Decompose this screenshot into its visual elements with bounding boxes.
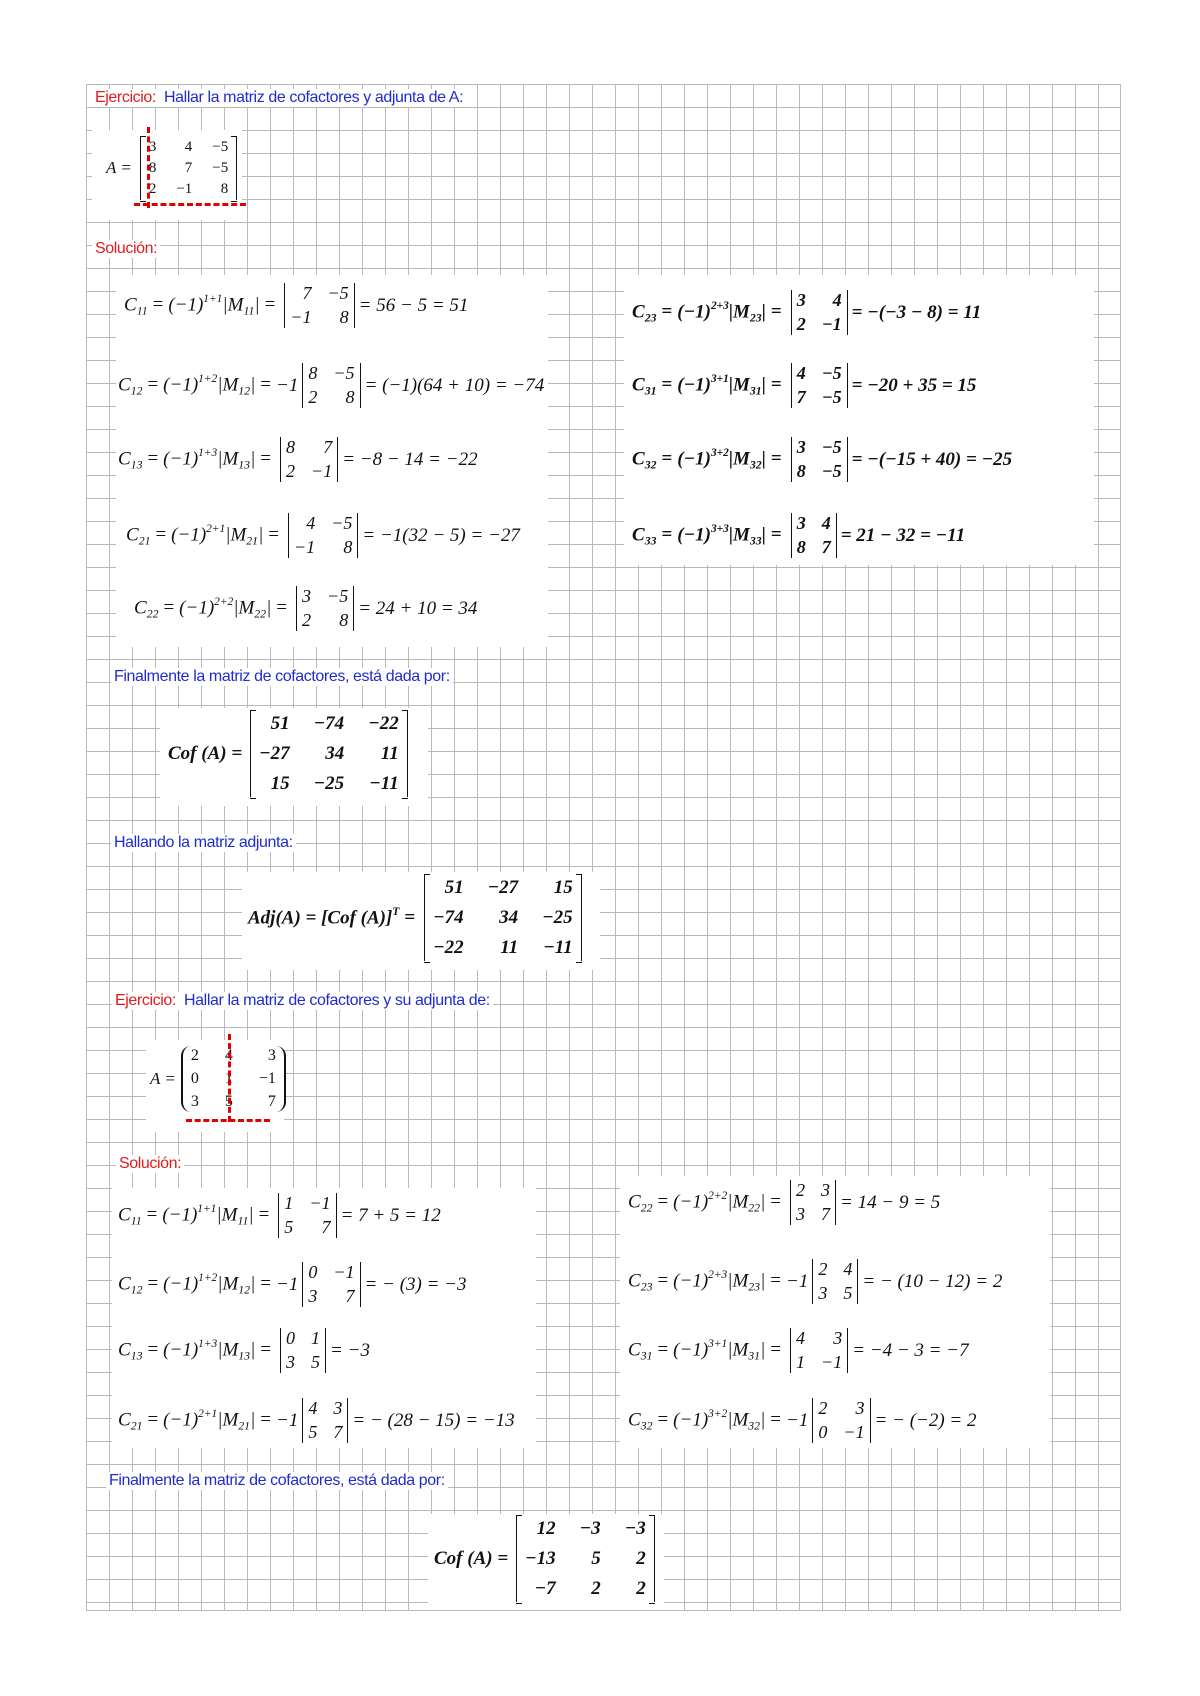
cofactor-lhs: $C_{21} = (-1)^{2+1}|M_{21}|$ =: [126, 522, 280, 548]
cofactor-result: = 24 + 10 = 34: [358, 597, 478, 619]
exercise-2-solution-label: Solución:: [116, 1155, 184, 1173]
determinant-entry: 3: [821, 1180, 831, 1200]
determinant-entry: 1: [796, 1351, 806, 1372]
determinant-entry: 8: [308, 363, 318, 383]
minor-determinant: [812, 1398, 870, 1443]
cof-2-cell-33: 2: [636, 1577, 646, 1599]
cofactor-result: = − (3) = −3: [364, 1273, 467, 1295]
matrix-name: A =: [106, 158, 132, 178]
matrix-a-1-cell-22: 7: [184, 159, 193, 176]
determinant-entry: 3: [855, 1398, 865, 1418]
matrix-a-2-cell-21: 0: [190, 1069, 199, 1087]
determinant-entry: 7: [345, 1285, 355, 1306]
minor-determinant: [278, 1193, 336, 1238]
cofactor-lhs: $C_{11} = (-1)^{1+1}|M_{11}|$ =: [124, 292, 276, 318]
determinant-entry: 7: [821, 536, 831, 557]
matrix-a-1-cell-31: 2: [148, 180, 157, 197]
minor-determinant: [790, 1328, 848, 1373]
determinant-entry: 2: [796, 313, 806, 334]
cofactor-result: = 14 − 9 = 5: [840, 1191, 941, 1213]
matrix-a-1-cell-23: −5: [212, 159, 229, 176]
cofactor-result: = −4 − 3 = −7: [852, 1339, 969, 1361]
determinant-entry: −5: [821, 437, 842, 457]
adj-1-cell-21: −74: [433, 906, 464, 928]
row-highlight-vertical-2: [228, 1034, 231, 1122]
determinant-entry: −1: [290, 306, 312, 327]
minor-determinant: [791, 363, 848, 408]
cofactor-lhs: $C_{13} = (-1)^{1+3}|M_{13}|$ =: [118, 446, 272, 472]
adj-matrix-values: [424, 874, 582, 961]
minor-determinant: [280, 1328, 326, 1373]
determinant-entry: −5: [821, 386, 842, 407]
matrix-a-2-cell-31: 3: [190, 1092, 199, 1110]
exercise-1-header: [92, 89, 466, 107]
cofactor-sign: −1: [786, 1409, 809, 1431]
determinant-entry: 8: [339, 306, 349, 327]
determinant-entry: 1: [284, 1193, 294, 1213]
determinant-entry: −5: [821, 460, 842, 481]
cofactor-c21: [126, 513, 520, 558]
determinant-entry: 3: [796, 1203, 806, 1224]
determinant-entry: −1: [294, 536, 316, 557]
exercise-1-label: Ejercicio:: [95, 89, 156, 106]
cofactor-result: = 56 − 5 = 51: [358, 294, 469, 316]
cof-2-cell-21: −13: [525, 1547, 556, 1569]
cofactor-result: = − (10 − 12) = 2: [862, 1270, 1003, 1292]
cofactor-c13: [118, 1328, 370, 1373]
adj-1-cell-13: 15: [553, 877, 573, 898]
row-highlight-horizontal-2: [186, 1119, 270, 1122]
adj-matrix-1: [248, 874, 586, 961]
determinant-entry: 3: [796, 290, 806, 310]
determinant-entry: 4: [832, 290, 842, 310]
cof-1-cell-22: 34: [325, 742, 345, 764]
adj-1-cell-22: 34: [499, 906, 519, 928]
determinant-entry: −5: [327, 283, 349, 303]
adj-1-cell-32: 11: [500, 936, 519, 958]
cofactor-sign: −1: [276, 1409, 299, 1431]
exercise-2-final-text: Finalmente la matriz de cofactores, está dada por:: [106, 1472, 448, 1490]
matrix-a-1-cell-11: 3: [148, 139, 157, 155]
cofactor-lhs: $C_{32} = (-1)^{3+2}|M_{32}|$ =: [632, 446, 782, 472]
cof-matrix-values-2: [516, 1515, 655, 1602]
determinant-entry: −1: [821, 1351, 843, 1372]
cof-label: Cof (A) =: [168, 742, 243, 764]
determinant-entry: 4: [308, 1398, 318, 1418]
cofactor-lhs: $C_{23} = (-1)^{2+3}|M_{23}|$ =: [628, 1268, 782, 1294]
row-highlight-horizontal: [134, 203, 246, 206]
determinant-entry: 4: [306, 513, 316, 533]
cofactor-lhs: $C_{22} = (-1)^{2+2}|M_{22}|$ =: [134, 595, 288, 621]
determinant-entry: 7: [302, 283, 312, 303]
determinant-entry: 8: [345, 386, 355, 407]
matrix-a-2-cell-22: 1: [224, 1069, 233, 1087]
cofactor-lhs: $C_{12} = (-1)^{1+2}|M_{12}|$ =: [118, 1271, 272, 1297]
determinant-entry: −5: [327, 586, 349, 606]
determinant-entry: 2: [302, 609, 312, 630]
cof-matrix-1: [168, 710, 412, 797]
determinant-entry: 7: [821, 1203, 831, 1224]
determinant-entry: 2: [796, 1180, 806, 1200]
cof-2-cell-11: 12: [536, 1518, 556, 1539]
cof-1-cell-23: 11: [380, 742, 399, 764]
adj-label: [248, 906, 399, 930]
determinant-entry: −1: [843, 1421, 865, 1442]
matrix-a-1-cell-32: −1: [176, 180, 193, 197]
cofactor-lhs: $C_{31} = (-1)^{3+1}|M_{31}|$ =: [632, 372, 782, 398]
cofactor-c11: [118, 1193, 441, 1238]
cof-matrix-2: [434, 1515, 659, 1602]
cof-1-cell-33: −11: [369, 772, 399, 794]
determinant-entry: 2: [818, 1259, 828, 1279]
matrix-a-2-cell-13: 3: [267, 1047, 276, 1064]
matrix-name-2: A =: [150, 1069, 176, 1089]
determinant-entry: 3: [796, 513, 806, 533]
cofactor-result: = −1(32 − 5) = −27: [362, 524, 520, 546]
cofactor-c22: [134, 586, 477, 631]
matrix-a-2-cell-32: 5: [224, 1092, 233, 1110]
cofactor-c21: [118, 1398, 515, 1443]
cofactor-lhs: $C_{31} = (-1)^{3+1}|M_{31}|$ =: [628, 1337, 782, 1363]
determinant-entry: 8: [343, 536, 353, 557]
cofactor-result: = 21 − 32 = −11: [840, 524, 966, 546]
matrix-a-2: [181, 1046, 286, 1112]
matrix-a-2-cell-33: 7: [267, 1092, 276, 1110]
exercise-2-label: Ejercicio:: [115, 992, 176, 1009]
minor-determinant: [812, 1259, 858, 1304]
determinant-entry: 8: [339, 609, 349, 630]
minor-determinant: [791, 290, 848, 335]
cofactor-lhs: $C_{12} = (-1)^{1+2}|M_{12}|$ =: [118, 372, 272, 398]
determinant-entry: 5: [311, 1351, 321, 1372]
determinant-entry: −1: [821, 313, 842, 334]
cofactor-result: = −(−3 − 8) = 11: [851, 301, 982, 323]
determinant-entry: 0: [308, 1262, 318, 1282]
cof-2-cell-23: 2: [636, 1547, 646, 1569]
cofactor-c11: [124, 283, 468, 328]
cof-1-cell-13: −22: [368, 713, 399, 734]
cofactor-c23: [628, 1259, 1002, 1304]
determinant-entry: 3: [333, 1398, 343, 1418]
determinant-entry: −1: [309, 1193, 331, 1213]
cof-2-cell-12: −3: [579, 1518, 601, 1539]
adj-text-1: Hallando la matriz adjunta:: [111, 834, 296, 852]
determinant-entry: 1: [311, 1328, 321, 1348]
determinant-entry: −5: [331, 513, 353, 533]
cofactor-result: = (−1)(64 + 10) = −74: [364, 374, 545, 396]
minor-determinant: [302, 363, 360, 408]
minor-determinant: [302, 1398, 348, 1443]
cofactor-result: = −3: [330, 1339, 370, 1361]
minor-determinant: [302, 1262, 360, 1307]
cofactor-result: = −20 + 35 = 15: [851, 374, 977, 396]
minor-determinant: [791, 513, 837, 558]
adj-1-cell-11: 51: [444, 877, 464, 898]
minor-determinant: [296, 586, 354, 631]
adj-1-cell-31: −22: [433, 936, 464, 958]
matrix-a-1-cell-21: 8: [148, 159, 157, 176]
matrix-a-1-cell-33: 8: [220, 180, 229, 197]
cofactor-lhs: $C_{21} = (-1)^{2+1}|M_{21}|$ =: [118, 1407, 272, 1433]
cofactor-sign: −1: [276, 374, 299, 396]
exercise-1-matrix: [106, 136, 241, 200]
determinant-entry: 8: [796, 536, 806, 557]
exercise-1-prompt: Hallar la matriz de cofactores y adjunta de A:: [164, 89, 464, 106]
cof-2-cell-32: 2: [591, 1577, 601, 1599]
cofactor-c12: [118, 1262, 467, 1307]
matrix-a-2-cell-11: 2: [190, 1047, 199, 1064]
cof-1-cell-31: 15: [270, 772, 290, 794]
matrix-a-1: [140, 136, 237, 200]
cofactor-c31: [628, 1328, 969, 1373]
cofactor-c13: [118, 437, 478, 482]
cofactor-lhs: $C_{23} = (-1)^{2+3}|M_{23}|$ =: [632, 299, 782, 325]
cof-1-cell-32: −25: [313, 772, 345, 794]
adj-label-text: Adj(A) = [Cof (A)]: [248, 907, 393, 929]
exercise-1-final-text: Finalmente la matriz de cofactores, está dada por:: [111, 668, 453, 686]
determinant-entry: 3: [286, 1351, 296, 1372]
cofactor-sign: −1: [276, 1273, 299, 1295]
determinant-entry: −5: [821, 363, 842, 383]
matrix-a-1-cell-13: −5: [212, 139, 229, 155]
cof-label-2: Cof (A) =: [434, 1547, 509, 1569]
cofactor-c22: [628, 1180, 940, 1225]
determinant-entry: 3: [818, 1282, 828, 1303]
minor-determinant: [280, 437, 338, 482]
cofactor-lhs: $C_{22} = (-1)^{2+2}|M_{22}|$ =: [628, 1189, 782, 1215]
cof-1-cell-11: 51: [270, 713, 290, 734]
cofactor-lhs: $C_{13} = (-1)^{1+3}|M_{13}|$ =: [118, 1337, 272, 1363]
cofactor-c31: [632, 363, 976, 408]
row-highlight-vertical: [147, 127, 150, 208]
minor-determinant: [284, 283, 354, 328]
determinant-entry: 4: [821, 513, 831, 533]
cofactor-sign: −1: [786, 1270, 809, 1292]
adj-1-cell-23: −25: [542, 906, 573, 928]
cofactor-result: = 7 + 5 = 12: [340, 1204, 441, 1226]
determinant-entry: −1: [311, 460, 333, 481]
determinant-entry: 0: [286, 1328, 296, 1348]
matrix-a-1-cell-12: 4: [184, 139, 193, 155]
exercise-2-matrix: [150, 1046, 289, 1112]
determinant-entry: 3: [796, 437, 806, 457]
adj-eq: =: [404, 906, 416, 928]
cof-2-cell-22: 5: [591, 1547, 601, 1569]
exercise-2-prompt: Hallar la matriz de cofactores y su adjunta de:: [184, 992, 490, 1009]
minor-determinant: [790, 1180, 836, 1225]
cofactor-lhs: $C_{33} = (-1)^{3+3}|M_{33}|$ =: [632, 522, 782, 548]
determinant-entry: 2: [308, 386, 318, 407]
determinant-entry: 4: [796, 1328, 806, 1348]
cofactor-c12: [118, 363, 544, 408]
minor-determinant: [288, 513, 358, 558]
cof-1-cell-21: −27: [259, 742, 290, 764]
determinant-entry: 5: [308, 1421, 318, 1442]
determinant-entry: −5: [333, 363, 355, 383]
determinant-entry: 5: [843, 1282, 853, 1303]
determinant-entry: 5: [284, 1216, 294, 1237]
cof-matrix-values: [250, 710, 408, 797]
exercise-1-solution-label: Solución:: [92, 240, 160, 258]
minor-determinant: [791, 437, 848, 482]
exercise-2-header: [112, 992, 493, 1010]
determinant-entry: 2: [818, 1398, 828, 1418]
cofactor-result: = − (28 − 15) = −13: [352, 1409, 515, 1431]
cofactor-result: = −(−15 + 40) = −25: [851, 448, 1013, 470]
determinant-entry: 7: [333, 1421, 343, 1442]
cof-2-cell-13: −3: [624, 1518, 646, 1539]
cofactor-result: = −8 − 14 = −22: [342, 448, 478, 470]
determinant-entry: 4: [843, 1259, 853, 1279]
cofactor-c23: [632, 290, 981, 335]
determinant-entry: 3: [833, 1328, 843, 1348]
cofactor-c32: [632, 437, 1012, 482]
determinant-entry: 3: [308, 1285, 318, 1306]
determinant-entry: 8: [286, 437, 296, 457]
determinant-entry: 0: [818, 1421, 828, 1442]
determinant-entry: 7: [796, 386, 806, 407]
determinant-entry: 8: [796, 460, 806, 481]
determinant-entry: 7: [321, 1216, 331, 1237]
matrix-a-2-cell-23: −1: [258, 1069, 276, 1087]
adj-sup: T: [392, 905, 400, 918]
determinant-entry: 2: [286, 460, 296, 481]
adj-1-cell-12: −27: [487, 877, 519, 898]
adj-1-cell-33: −11: [543, 936, 573, 958]
cofactor-lhs: $C_{32} = (-1)^{3+2}|M_{32}|$ =: [628, 1407, 782, 1433]
cof-2-cell-31: −7: [534, 1577, 556, 1599]
determinant-entry: 3: [302, 586, 312, 606]
determinant-entry: 7: [323, 437, 333, 457]
determinant-entry: −1: [333, 1262, 355, 1282]
cofactor-lhs: $C_{11} = (-1)^{1+1}|M_{11}|$ =: [118, 1202, 270, 1228]
cof-1-cell-12: −74: [313, 713, 345, 734]
determinant-entry: 4: [796, 363, 806, 383]
matrix-a-2-cell-12: 4: [224, 1047, 233, 1064]
cofactor-c33: [632, 513, 965, 558]
cofactor-c32: [628, 1398, 977, 1443]
cofactor-result: = − (−2) = 2: [874, 1409, 977, 1431]
